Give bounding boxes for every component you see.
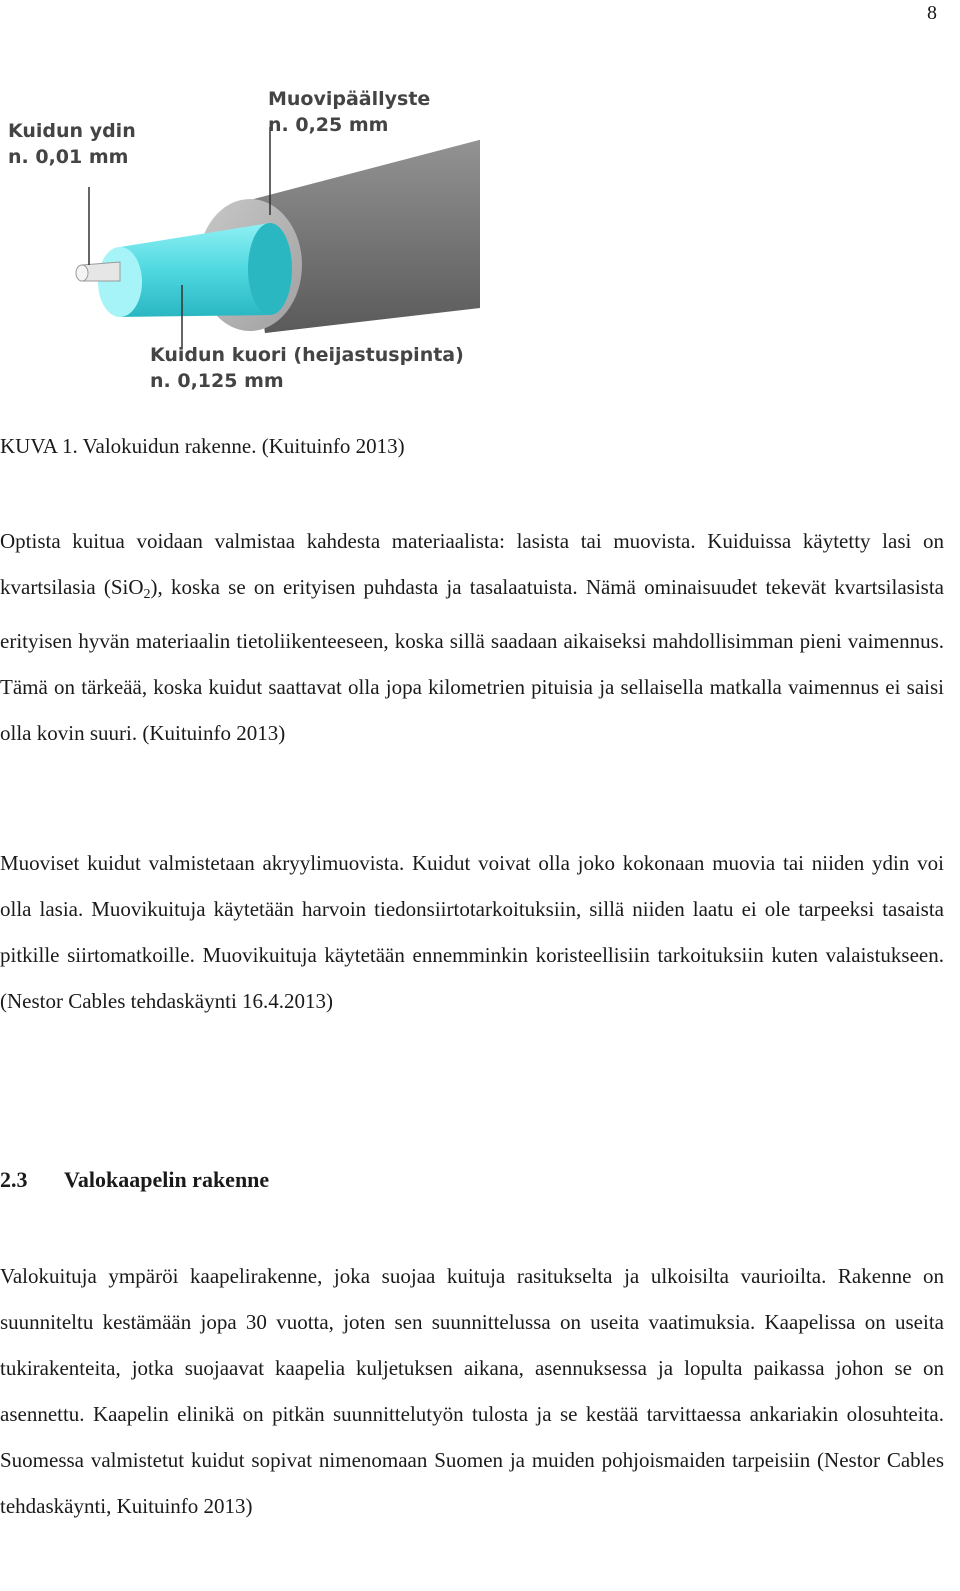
- core-label-size: n. 0,01 mm: [8, 146, 129, 168]
- fiber-structure-illustration: [0, 75, 480, 405]
- cladding-cylinder: [98, 223, 292, 317]
- figure-caption: KUVA 1. Valokuidun rakenne. (Kuituinfo 2013): [0, 434, 405, 458]
- coating-label-title: Muovipäällyste: [268, 88, 431, 110]
- page-number: 8: [927, 2, 937, 24]
- cladding-label-size: n. 0,125 mm: [150, 370, 284, 392]
- section-number: 2.3: [0, 1167, 28, 1192]
- paragraph-cable-structure: Valokuituja ympäröi kaapelirakenne, joka suojaa kuituja rasitukselta ja ulkoisilta vaurioilta. Rakenne on suunniteltu kestämään jopa 30 vuotta, joten sen suunnittelussa on useita vaatimuksia. Kaapelissa on useita tukirakenteita, jotka suojaavat kaapelia kuljetuksen aikana, asennuksessa ja lopulta paikassa johon se on asennettu. Kaapelin elinikä on pitkän suunnittelutyön tulosta ja se kestää tarvittaessa ankariakin olosuhteita. Suomessa valmistetut kuidut sopivat nimenomaan Suomen ja muiden pohjoismaiden tarpeisiin (Nestor Cables tehdaskäynti, Kuituinfo 2013): [0, 1264, 944, 1518]
- paragraph-glass-fiber: [0, 518, 944, 756]
- cladding-label-title: Kuidun kuori (heijastuspinta): [150, 344, 464, 366]
- paragraph-text: ), koska se on erityisen puhdasta ja tasalaatuista. Nämä ominaisuudet tekevät kvartsilasista erityisen hyvän materiaalin tietoliikenteeseen, koska sillä saadaan aikaiseksi mahdollisimman pieni vaimennus. Tämä on tärkeää, koska kuidut saattavat olla jopa kilometrien pituisia ja sellaisella matkalla vaimennus ei saisi olla kovin suuri. (Kuituinfo 2013): [0, 575, 944, 745]
- section-title: Valokaapelin rakenne: [64, 1167, 270, 1192]
- section-heading: [0, 1167, 269, 1193]
- subscript: 2: [143, 587, 151, 602]
- core-rod: [76, 262, 120, 281]
- coating-label-size: n. 0,25 mm: [268, 114, 389, 136]
- paragraph-text: Optista kuitua voidaan valmistaa kahdesta materiaalista: lasista tai muovista. Kuiduissa käytetty lasi on kvartsilasia (SiO: [0, 529, 944, 599]
- core-label-title: Kuidun ydin: [8, 120, 136, 142]
- paragraph-plastic-fiber: Muoviset kuidut valmistetaan akryylimuovista. Kuidut voivat olla joko kokonaan muovia tai niiden ydin voi olla lasia. Muovikuituja käytetään harvoin tiedonsiirtotarkoituksiin, sillä niiden laatu ei ole tarpeeksi tasaista pitkille siirtomatkoille. Muovikuituja käytetään ennemminkin koristeellisiin tarkoituksiin kuten valaistukseen. (Nestor Cables tehdaskäynti 16.4.2013): [0, 851, 944, 1013]
